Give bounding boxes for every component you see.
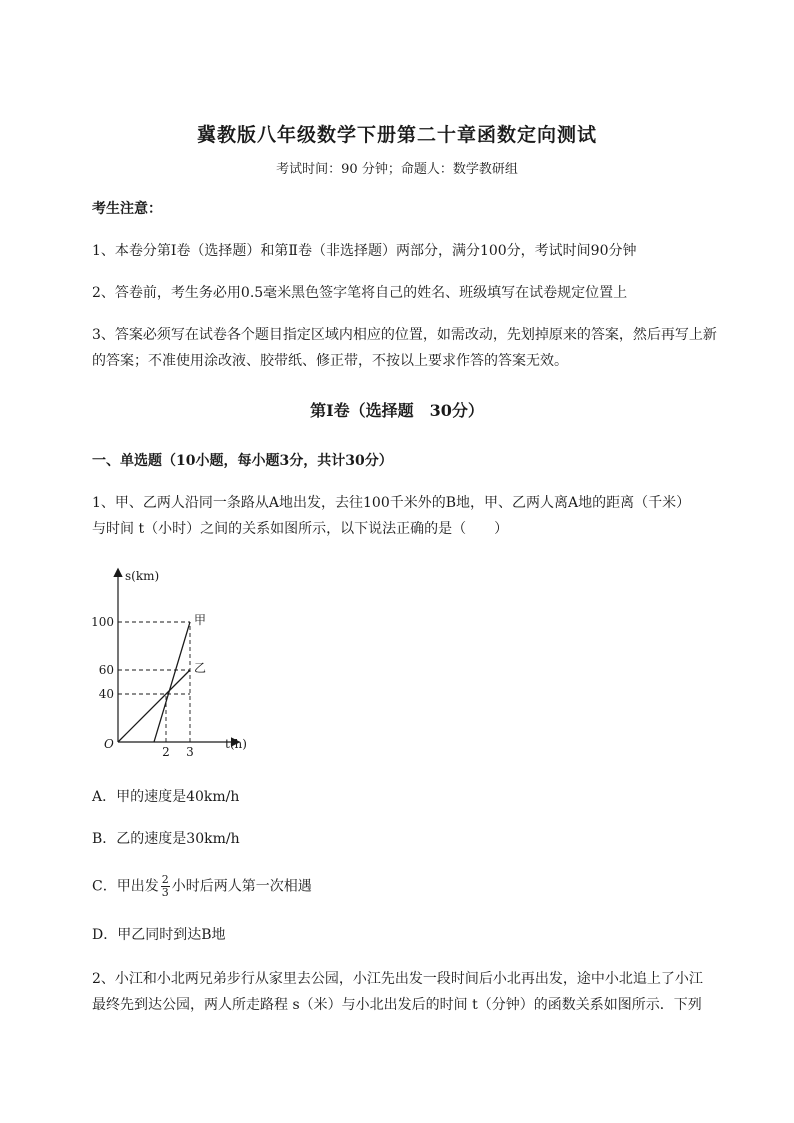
q1-option-c-suffix: 小时后两人第一次相遇 (171, 878, 312, 895)
q2-stem-line2: 最终先到达公园，两人所走路程 s（米）与小北出发后的时间 t（分钟）的函数关系如图所示．下列 (92, 997, 702, 1013)
series-label: 甲 (194, 613, 207, 627)
exam-subtitle: 考试时间：90 分钟；命题人：数学教研组 (276, 162, 518, 177)
y-axis-label: s(km) (125, 569, 160, 583)
q1-option-c[interactable] (92, 874, 312, 899)
q2-stem-line1: 2、小江和小北两兄弟步行从家里去公园，小江先出发一段时间后小北再出发，途中小北追上了小江 (92, 971, 703, 987)
notice-item-1: 1、本卷分第Ⅰ卷（选择题）和第Ⅱ卷（非选择题）两部分，满分100分，考试时间90分钟 (92, 243, 637, 259)
page-title: 冀教版八年级数学下册第二十章函数定向测试 (196, 124, 597, 146)
y-tick-label: 40 (98, 687, 114, 701)
notice-item-3: 3、答案必须写在试卷各个题目指定区域内相应的位置，如需改动，先划掉原来的答案，然后再写上新 (92, 327, 717, 343)
q1-stem-line1: 1、甲、乙两人沿同一条路从A地出发，去往100千米外的B地，甲、乙两人离A地的距离（千米） (92, 495, 691, 511)
q1-chart (88, 562, 268, 762)
series-line (154, 622, 190, 742)
y-tick-label: 60 (98, 663, 114, 677)
fraction-denominator: 3 (161, 886, 169, 899)
fraction-numerator: 2 (161, 873, 169, 886)
x-tick-label: 3 (186, 745, 194, 759)
x-tick-label: 2 (162, 745, 170, 759)
q1-option-a[interactable]: A．甲的速度是40km/h (92, 789, 240, 805)
notice-item-2: 2、答卷前，考生务必用0.5毫米黑色签字笔将自己的姓名、班级填写在试卷规定位置上 (92, 285, 628, 301)
y-tick-label: 100 (91, 615, 114, 629)
notice-item-3-cont: 的答案；不准使用涂改液、胶带纸、修正带，不按以上要求作答的答案无效。 (92, 353, 568, 369)
q1-stem-line2: 与时间 t（小时）之间的关系如图所示，以下说法正确的是（ ） (92, 521, 509, 537)
x-axis-label: t(h) (225, 737, 247, 751)
q1-option-d[interactable]: D．甲乙同时到达B地 (92, 927, 226, 943)
series-line (118, 670, 190, 742)
q1-option-b[interactable]: B．乙的速度是30km/h (92, 831, 240, 847)
notice-heading: 考生注意： (92, 201, 162, 217)
q1-option-c-prefix: C．甲出发 (92, 878, 159, 895)
fraction (161, 874, 170, 899)
section-title: 第Ⅰ卷（选择题 30分） (310, 401, 484, 420)
series-label: 乙 (194, 661, 207, 675)
origin-label: O (104, 737, 114, 751)
part-title: 一、单选题（10小题，每小题3分，共计30分） (92, 453, 393, 469)
